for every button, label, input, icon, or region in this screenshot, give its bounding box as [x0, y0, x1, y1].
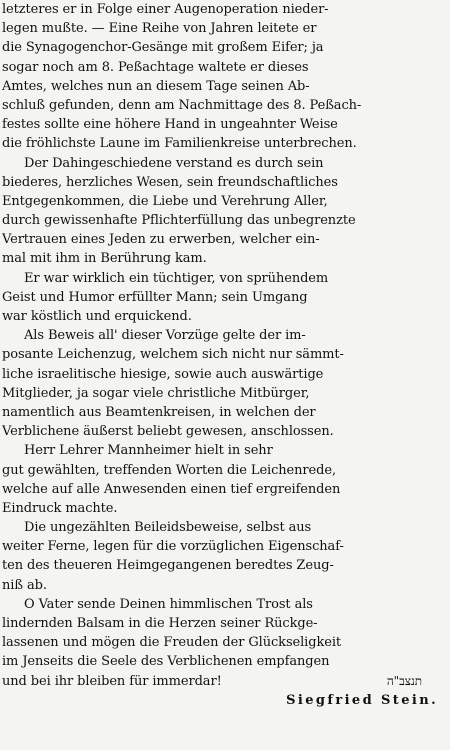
text-line: festes sollte eine höhere Hand in ungeahnter Weise: [2, 117, 338, 133]
text-line: sogar noch am 8. Peßachtage waltete er dieses: [2, 59, 309, 75]
text-line: gut gewählten, treffenden Worten die Leichenrede,: [2, 462, 336, 478]
paragraph-start-line: O Vater sende Deinen himmlischen Trost als: [24, 596, 313, 612]
text-line: liche israelitische hiesige, sowie auch auswärtige: [2, 366, 324, 382]
hebrew-abbreviation: תנצב"ה: [386, 673, 422, 688]
text-line: niß ab.: [2, 577, 47, 593]
closing-text: und bei ihr bleiben für immerdar!: [2, 673, 222, 689]
text-line: schluß gefunden, denn am Nachmittage des 8. Peßach-: [2, 97, 362, 113]
text-line: Mitglieder, ja sogar viele christliche Mitbürger,: [2, 385, 310, 401]
text-line: Geist und Humor erfüllter Mann; sein Umgang: [2, 289, 308, 305]
text-line: durch gewissenhafte Pflichterfüllung das unbegrenzte: [2, 213, 356, 229]
text-line: Amtes, welches nun an diesem Tage seinen Ab-: [2, 78, 310, 94]
text-line: die fröhlichste Laune im Familienkreise unterbrechen.: [2, 136, 357, 152]
text-line: namentlich aus Beamtenkreisen, in welchen der: [2, 404, 316, 420]
signature-line: [2, 691, 446, 710]
text-line: ten des theueren Heimgegangenen beredtes Zeug-: [2, 558, 334, 574]
author-signature: Siegfried Stein.: [286, 692, 438, 708]
text-line: im Jenseits die Seele des Verblichenen empfangen: [2, 654, 330, 670]
text-line: biederes, herzliches Wesen, sein freundschaftliches: [2, 174, 338, 190]
text-line: lindernden Balsam in die Herzen seiner Rückge-: [2, 616, 318, 631]
text-line: war köstlich und erquickend.: [2, 309, 192, 324]
text-line: weiter Ferne, legen für die vorzüglichen Eigenschaf-: [2, 539, 344, 555]
paragraph-start-line: Er war wirklich ein tüchtiger, von sprühendem: [24, 270, 329, 286]
text-line: letzteres er in Folge einer Augenoperation nieder-: [2, 2, 329, 17]
text-line: Verblichene äußerst beliebt gewesen, anschlossen.: [2, 424, 334, 440]
text-line: welche auf alle Anwesenden einen tief ergreifenden: [2, 481, 341, 497]
article-column: [2, 0, 446, 710]
text-line: Entgegenkommen, die Liebe und Verehrung Aller,: [2, 193, 328, 209]
text-line: Eindruck machte.: [2, 500, 118, 516]
paragraph-start-line: Herr Lehrer Mannheimer hielt in sehr: [24, 443, 273, 459]
text-line: mal mit ihm in Berührung kam.: [2, 251, 207, 267]
text-line: lassenen und mögen die Freuden der Glückseligkeit: [2, 635, 342, 651]
text-line: posante Leichenzug, welchem sich nicht nur sämmt-: [2, 347, 344, 363]
paragraph-start-line: Der Dahingeschiedene verstand es durch sein: [24, 155, 324, 171]
text-line: legen mußte. — Eine Reihe von Jahren leitete er: [2, 21, 317, 37]
paragraph-start-line: Als Beweis all' dieser Vorzüge gelte der im-: [24, 328, 306, 344]
closing-line: [2, 672, 446, 691]
text-line: die Synagogenchor-Gesänge mit großem Eifer; ja: [2, 40, 324, 56]
paragraph-start-line: Die ungezählten Beileidsbeweise, selbst aus: [24, 520, 312, 536]
text-line: Vertrauen eines Jeden zu erwerben, welcher ein-: [2, 232, 320, 248]
